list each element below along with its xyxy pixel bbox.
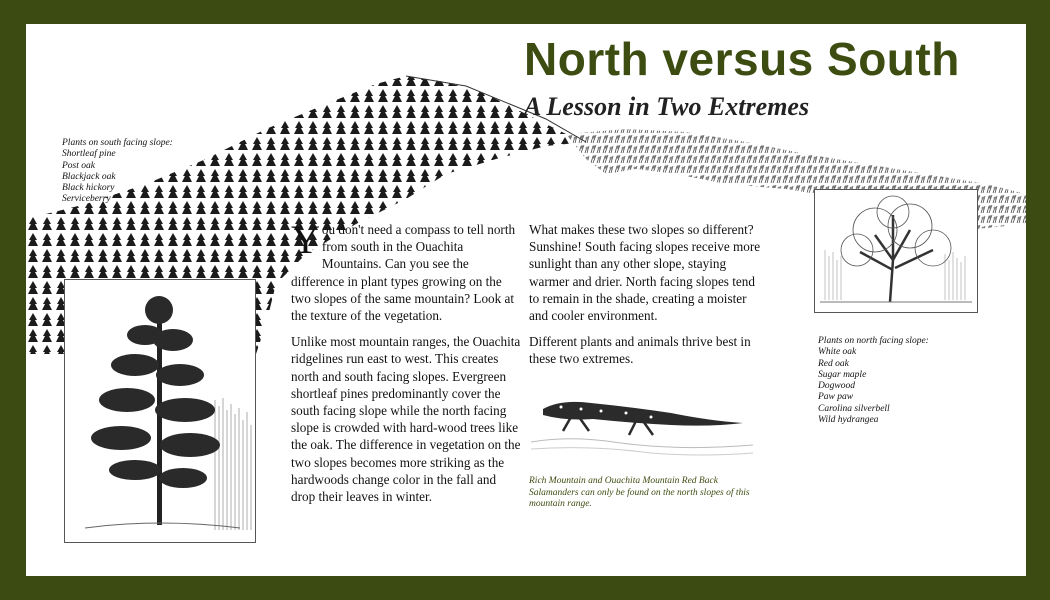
sign-panel bbox=[26, 24, 1026, 576]
page-subtitle: A Lesson in Two Extremes bbox=[524, 92, 810, 121]
paragraph bbox=[291, 217, 521, 324]
paragraph-text: ou don't need a compass to tell north from south in the Ouachita Mountains. Can you see the difference in plant types growing on the two slopes of the same mountain? Look at the texture of the vegetation. bbox=[291, 222, 516, 324]
paragraph: What makes these two slopes so different? Sunshine! South facing slopes receive more sunlight than any other slope, staying warmer and drier. North facing slopes tend to remain in the shade, creating a moister and cooler environment. bbox=[529, 222, 761, 324]
list-item: Black hickory bbox=[62, 183, 115, 194]
list-item: Paw paw bbox=[818, 392, 854, 403]
north-slope-plant-list bbox=[818, 336, 929, 426]
text-column-right bbox=[529, 221, 761, 377]
list-item: Sugar maple bbox=[818, 369, 867, 380]
white-oak-illustration bbox=[814, 189, 978, 313]
drop-cap: Y bbox=[291, 217, 320, 262]
list-item: White oak bbox=[818, 347, 857, 358]
salamander-illustration bbox=[531, 387, 753, 459]
text-column-left bbox=[291, 217, 521, 514]
shortleaf-pine-illustration bbox=[64, 279, 256, 543]
list-item: Carolina silverbell bbox=[818, 403, 890, 414]
paragraph: Different plants and animals thrive best in these two extremes. bbox=[529, 334, 751, 367]
south-slope-plant-list bbox=[62, 138, 173, 206]
list-item: Red oak bbox=[818, 358, 849, 369]
south-slope-heading: Plants on south facing slope: bbox=[62, 138, 173, 148]
list-item: Shortleaf pine bbox=[62, 149, 116, 160]
list-item: Blackjack oak bbox=[62, 171, 116, 182]
list-item: Wild hydrangea bbox=[818, 415, 879, 426]
paragraph: Unlike most mountain ranges, the Ouachita ridgelines run east to west. This creates north and south facing slopes. Evergreen shortleaf pines predominantly cover the south facing slope while the north facing slope is crowded with hard-wood trees like the oak. The difference in vegetation on the two slopes becomes more striking as the hardwoods change color in the fall and drop their leaves in winter. bbox=[291, 334, 521, 505]
salamander-caption: Rich Mountain and Ouachita Mountain Red Back Salamanders can only be found on the north slopes of this mountain range. bbox=[529, 476, 750, 509]
page-title: North versus South bbox=[524, 33, 960, 85]
list-item: Dogwood bbox=[818, 381, 855, 392]
list-item: Post oak bbox=[62, 160, 95, 171]
north-slope-heading: Plants on north facing slope: bbox=[818, 336, 929, 346]
list-item: Serviceberry bbox=[62, 194, 111, 205]
